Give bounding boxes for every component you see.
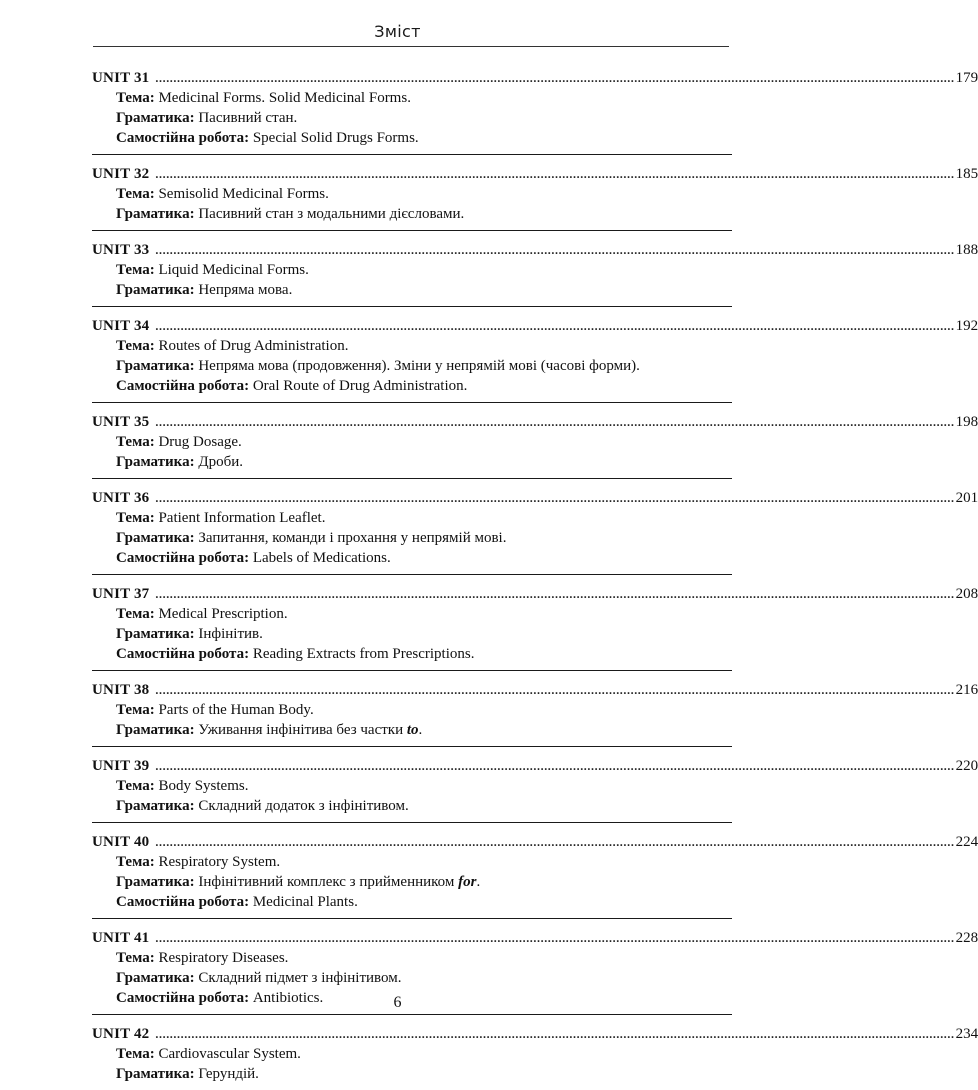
self-study-entry: [92, 892, 732, 912]
grammar-text: Дроби.: [198, 454, 243, 470]
self-study-label: Самостійна робота:: [116, 378, 250, 394]
theme-text: Patient Information Leaflet.: [158, 510, 326, 526]
dot-leader: ..............................................................................................................................................................................................................................: [155, 587, 955, 601]
toc-entry: [92, 584, 978, 671]
unit-heading-line: [92, 1024, 978, 1044]
self-study-text: Reading Extracts from Prescriptions.: [252, 646, 475, 662]
unit-name: UNIT 38: [92, 682, 150, 698]
theme-entry: [92, 948, 732, 968]
grammar-entry: [92, 280, 732, 300]
grammar-entry: [92, 528, 732, 548]
grammar-entry: [92, 720, 732, 740]
grammar-emphasis: to: [406, 722, 419, 738]
unit-name: UNIT 40: [92, 834, 150, 850]
dot-leader: ..............................................................................................................................................................................................................................: [155, 319, 955, 333]
page-number: 6: [393, 994, 402, 1011]
toc-entry: [92, 68, 978, 155]
theme-text: Semisolid Medicinal Forms.: [158, 186, 329, 202]
unit-page-number: 224: [955, 834, 978, 850]
grammar-text: Інфінітивний комплекс з прийменником: [198, 874, 455, 890]
dot-leader: ..............................................................................................................................................................................................................................: [155, 1027, 955, 1041]
unit-page-number: 188: [955, 242, 978, 258]
unit-page-number: 198: [955, 414, 978, 430]
self-study-text: Medicinal Plants.: [252, 894, 358, 910]
toc-entry: [92, 832, 978, 919]
unit-heading-line: [92, 928, 978, 948]
page-header-title: Зміст: [374, 22, 421, 41]
unit-heading-line: [92, 756, 978, 776]
unit-name: UNIT 37: [92, 586, 150, 602]
dot-leader: ..............................................................................................................................................................................................................................: [155, 683, 955, 697]
dot-leader: ..............................................................................................................................................................................................................................: [155, 167, 955, 181]
theme-entry: [92, 700, 732, 720]
grammar-label: Граматика:: [116, 626, 195, 642]
grammar-tail: .: [418, 722, 423, 738]
theme-label: Тема:: [116, 434, 155, 450]
grammar-emphasis: for: [458, 874, 477, 890]
dot-leader: ..............................................................................................................................................................................................................................: [155, 491, 955, 505]
grammar-text: Запитання, команди і прохання у непрямій мові.: [198, 530, 507, 546]
theme-text: Respiratory System.: [158, 854, 281, 870]
unit-page-number: 192: [955, 318, 978, 334]
self-study-entry: [92, 128, 732, 148]
grammar-entry: [92, 108, 732, 128]
unit-name: UNIT 41: [92, 930, 150, 946]
theme-entry: [92, 260, 732, 280]
self-study-label: Самостійна робота:: [116, 130, 250, 146]
self-study-entry: [92, 548, 732, 568]
theme-text: Medical Prescription.: [158, 606, 288, 622]
toc-entry: [92, 488, 978, 575]
self-study-text: Antibiotics.: [252, 990, 324, 1006]
grammar-label: Граматика:: [116, 722, 195, 738]
theme-label: Тема:: [116, 606, 155, 622]
grammar-label: Граматика:: [116, 874, 195, 890]
grammar-label: Граматика:: [116, 358, 195, 374]
grammar-tail: .: [476, 874, 481, 890]
unit-name: UNIT 32: [92, 166, 150, 182]
grammar-text: Пасивний стан з модальними дієсловами.: [198, 206, 465, 222]
grammar-entry: [92, 1064, 732, 1084]
unit-name: UNIT 39: [92, 758, 150, 774]
dot-leader: ..............................................................................................................................................................................................................................: [155, 835, 955, 849]
toc-entry: [92, 1024, 978, 1090]
unit-page-number: 201: [955, 490, 978, 506]
unit-heading-line: [92, 488, 978, 508]
self-study-label: Самостійна робота:: [116, 894, 250, 910]
theme-text: Parts of the Human Body.: [158, 702, 314, 718]
unit-heading-line: [92, 316, 978, 336]
theme-label: Тема:: [116, 854, 155, 870]
dot-leader: ..............................................................................................................................................................................................................................: [155, 415, 955, 429]
theme-label: Тема:: [116, 778, 155, 794]
self-study-entry: [92, 376, 732, 396]
unit-page-number: 185: [955, 166, 978, 182]
unit-name: UNIT 34: [92, 318, 150, 334]
theme-label: Тема:: [116, 1046, 155, 1062]
theme-entry: [92, 88, 732, 108]
self-study-text: Labels of Medications.: [252, 550, 391, 566]
theme-entry: [92, 184, 732, 204]
theme-label: Тема:: [116, 702, 155, 718]
theme-entry: [92, 852, 732, 872]
grammar-label: Граматика:: [116, 110, 195, 126]
unit-name: UNIT 42: [92, 1026, 150, 1042]
dot-leader: ..............................................................................................................................................................................................................................: [155, 243, 955, 257]
grammar-text: Уживання інфінітива без частки: [198, 722, 404, 738]
theme-text: Medicinal Forms. Solid Medicinal Forms.: [158, 90, 411, 106]
dot-leader: ..............................................................................................................................................................................................................................: [155, 931, 955, 945]
theme-text: Body Systems.: [158, 778, 249, 794]
dot-leader: ..............................................................................................................................................................................................................................: [155, 759, 955, 773]
unit-name: UNIT 33: [92, 242, 150, 258]
grammar-text: Складний додаток з інфінітивом.: [198, 798, 409, 814]
unit-name: UNIT 31: [92, 70, 150, 86]
theme-label: Тема:: [116, 950, 155, 966]
self-study-entry: [92, 644, 732, 664]
grammar-entry: [92, 356, 732, 376]
theme-entry: [92, 336, 732, 356]
grammar-label: Граматика:: [116, 1066, 195, 1082]
grammar-label: Граматика:: [116, 454, 195, 470]
grammar-text: Складний підмет з інфінітивом.: [198, 970, 402, 986]
self-study-label: Самостійна робота:: [116, 550, 250, 566]
theme-entry: [92, 1044, 732, 1064]
unit-heading-line: [92, 412, 978, 432]
grammar-text: Інфінітив.: [198, 626, 263, 642]
toc-entry: [92, 316, 978, 403]
unit-page-number: 179: [955, 70, 978, 86]
unit-heading-line: [92, 680, 978, 700]
dot-leader: ..............................................................................................................................................................................................................................: [155, 71, 955, 85]
unit-page-number: 208: [955, 586, 978, 602]
grammar-entry: [92, 204, 732, 224]
unit-heading-line: [92, 584, 978, 604]
toc-entry: [92, 164, 978, 231]
theme-label: Тема:: [116, 510, 155, 526]
grammar-label: Граматика:: [116, 530, 195, 546]
table-of-contents: [92, 68, 978, 1090]
grammar-entry: [92, 968, 732, 988]
theme-label: Тема:: [116, 90, 155, 106]
header-rule: [93, 46, 729, 47]
theme-label: Тема:: [116, 262, 155, 278]
self-study-text: Special Solid Drugs Forms.: [252, 130, 419, 146]
theme-label: Тема:: [116, 186, 155, 202]
toc-entry: [92, 240, 978, 307]
grammar-entry: [92, 452, 732, 472]
grammar-text: Герундій.: [198, 1066, 259, 1082]
theme-entry: [92, 508, 732, 528]
unit-name: UNIT 35: [92, 414, 150, 430]
theme-text: Liquid Medicinal Forms.: [158, 262, 309, 278]
grammar-entry: [92, 624, 732, 644]
grammar-entry: [92, 796, 732, 816]
theme-text: Respiratory Diseases.: [158, 950, 289, 966]
unit-heading-line: [92, 240, 978, 260]
unit-page-number: 220: [955, 758, 978, 774]
theme-entry: [92, 604, 732, 624]
self-study-label: Самостійна робота:: [116, 646, 250, 662]
unit-page-number: 228: [955, 930, 978, 946]
unit-heading-line: [92, 164, 978, 184]
theme-text: Drug Dosage.: [158, 434, 242, 450]
self-study-text: Oral Route of Drug Administration.: [252, 378, 468, 394]
grammar-label: Граматика:: [116, 798, 195, 814]
theme-label: Тема:: [116, 338, 155, 354]
self-study-label: Самостійна робота:: [116, 990, 250, 1006]
grammar-text: Непряма мова (продовження). Зміни у непрямій мові (часові форми).: [198, 358, 640, 374]
grammar-text: Непряма мова.: [198, 282, 293, 298]
unit-name: UNIT 36: [92, 490, 150, 506]
theme-entry: [92, 776, 732, 796]
grammar-label: Граматика:: [116, 970, 195, 986]
theme-text: Routes of Drug Administration.: [158, 338, 349, 354]
unit-page-number: 234: [955, 1026, 978, 1042]
grammar-text: Пасивний стан.: [198, 110, 298, 126]
theme-text: Cardiovascular System.: [158, 1046, 301, 1062]
unit-page-number: 216: [955, 682, 978, 698]
grammar-label: Граматика:: [116, 282, 195, 298]
toc-entry: [92, 756, 978, 823]
grammar-label: Граматика:: [116, 206, 195, 222]
toc-entry: [92, 680, 978, 747]
toc-entry: [92, 412, 978, 479]
theme-entry: [92, 432, 732, 452]
unit-heading-line: [92, 68, 978, 88]
unit-heading-line: [92, 832, 978, 852]
grammar-entry: [92, 872, 732, 892]
